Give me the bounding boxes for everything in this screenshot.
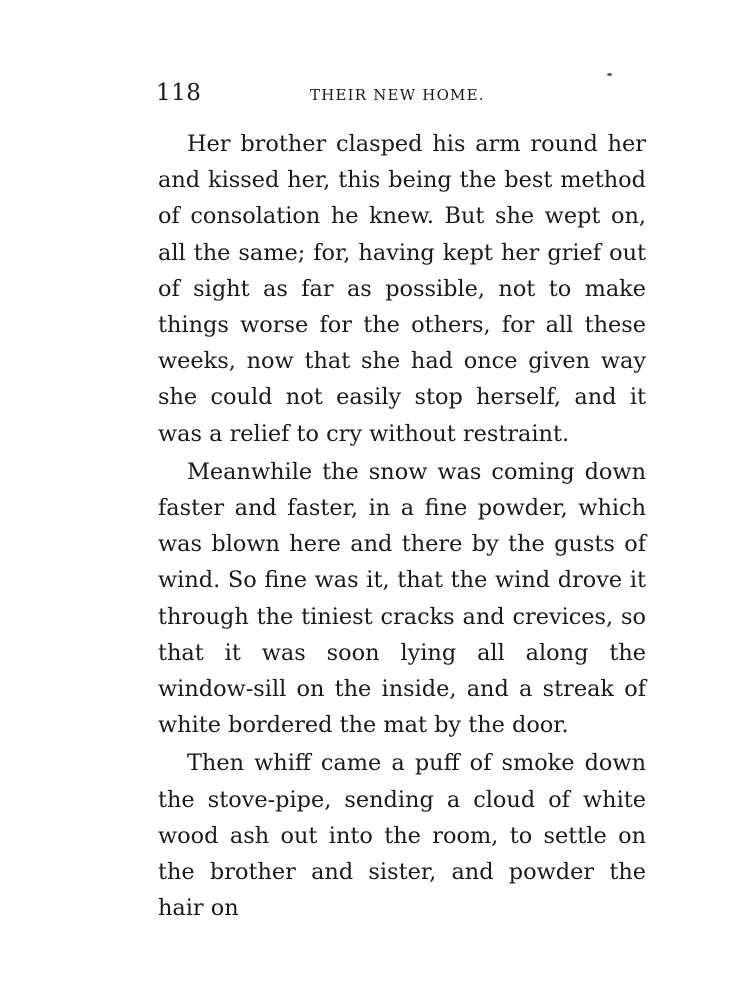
body-text <box>158 126 646 928</box>
page-header <box>156 80 644 110</box>
running-head: THEIR NEW HOME. <box>310 86 485 104</box>
page-number: 118 <box>156 80 202 106</box>
paragraph: Her brother clasped his arm round her and kissed her, this being the best method of consolation he knew. But she wept on, all the same; for, having kept her grief out of sight as far as possible, not to make things worse for the others, for all these weeks, now that she had once given way she could not easily stop herself, and it was a relief to cry without restraint. <box>158 131 646 447</box>
paragraph: Then whiff came a puff of smoke down the stove-pipe, sending a cloud of white wood ash out into the room, to settle on the brother and sister, and powder the hair on <box>158 750 646 922</box>
print-speck <box>607 73 612 76</box>
paragraph: Meanwhile the snow was coming down faster and faster, in a fine powder, which was blown here and there by the gusts of wind. So fine was it, that the wind drove it through the tiniest cracks and crevices, so that it was soon lying all along the window-sill on the inside, and a streak of white bordered the mat by the door. <box>158 458 646 739</box>
